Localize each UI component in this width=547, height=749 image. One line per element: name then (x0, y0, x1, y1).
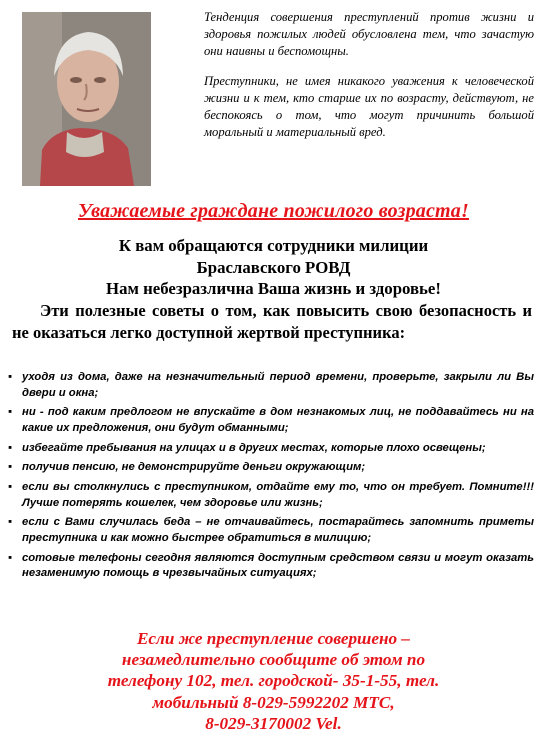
tip-item: ▪ избегайте пребывания на улицах и в других местах, которые плохо освещены; (14, 441, 534, 457)
intro-paragraph-1: Тенденция совершения преступлений против жизни и здоровья пожилых людей обусловлена тем, что зачастую они наивны и беспомощны. (204, 10, 534, 58)
tip-item: ▪ уходя из дома, даже на незначительный период времени, проверьте, закрыли ли Вы двери и окна; (8, 371, 534, 399)
bullet-icon: ▪ (8, 480, 13, 493)
police-heading (0, 235, 547, 300)
bullet-icon: ▪ (8, 461, 13, 474)
bullet-icon: ▪ (8, 406, 13, 419)
tip-item: ▪ если вы столкнулись с преступником, отдайте ему то, что он требует. Помните!!! Лучше потерять кошелек, чем здоровье или жизнь; (8, 480, 534, 509)
closing-line-2: незамедлительно сообщите об этом по (121, 650, 426, 670)
appeal-title: Уважаемые граждане пожилого возраста! (78, 200, 469, 222)
closing-line-1: Если же преступление совершено – (136, 629, 411, 648)
tip-item: ▪ если с Вами случилась беда – не отчаивайтесь, постарайтесь запомнить приметы преступника и как можно быстрее обратиться в милицию; (8, 516, 534, 544)
tips-introduction: Эти полезные советы о том, как повысить свою безопасность и не оказаться легко доступной жертвой преступника: (12, 301, 532, 342)
bullet-icon: ▪ (8, 516, 13, 529)
portrait-image (22, 12, 151, 186)
heading-line-3: Нам небезразлична Ваша жизнь и здоровье! (106, 279, 441, 298)
bullet-icon: ▪ (8, 371, 13, 383)
closing-line-3: телефону 102, тел. городской- 35-1-55, тел. (107, 671, 440, 691)
tip-item: ▪ сотовые телефоны сегодня являются доступным средством связи и могут оказать незаменимую помощь в чрезвычайных ситуациях; (8, 551, 534, 580)
emergency-contacts (0, 628, 547, 734)
safety-tips-list (8, 370, 534, 586)
tip-item: ▪ ни - под каким предлогом не впускайте в дом незнакомых лиц, не поддавайтесь ни на какие их предложения, они будут обманными; (8, 406, 534, 434)
heading-line-2: Браславского РОВД (196, 257, 351, 277)
intro-text (204, 9, 534, 154)
tip-item: ▪ получив пенсию, не демонстрируйте деньги окружающим; (14, 460, 534, 476)
intro-paragraph-2: Преступники, не имея никакого уважения к человеческой жизни и к тем, кто старше их по возрасту, действуют, не беспокоясь о том, что могут причинить большой моральный и материальный вред. (204, 74, 534, 139)
bullet-icon: ▪ (8, 551, 13, 564)
closing-line-4: мобильный 8-029-5992202 МТС, (152, 692, 395, 712)
bullet-icon: ▪ (8, 441, 13, 454)
elderly-woman-photo (22, 12, 151, 186)
heading-line-1: К вам обращаются сотрудники милиции (118, 236, 429, 255)
closing-line-5: 8-029-3170002 Vel. (205, 713, 342, 733)
